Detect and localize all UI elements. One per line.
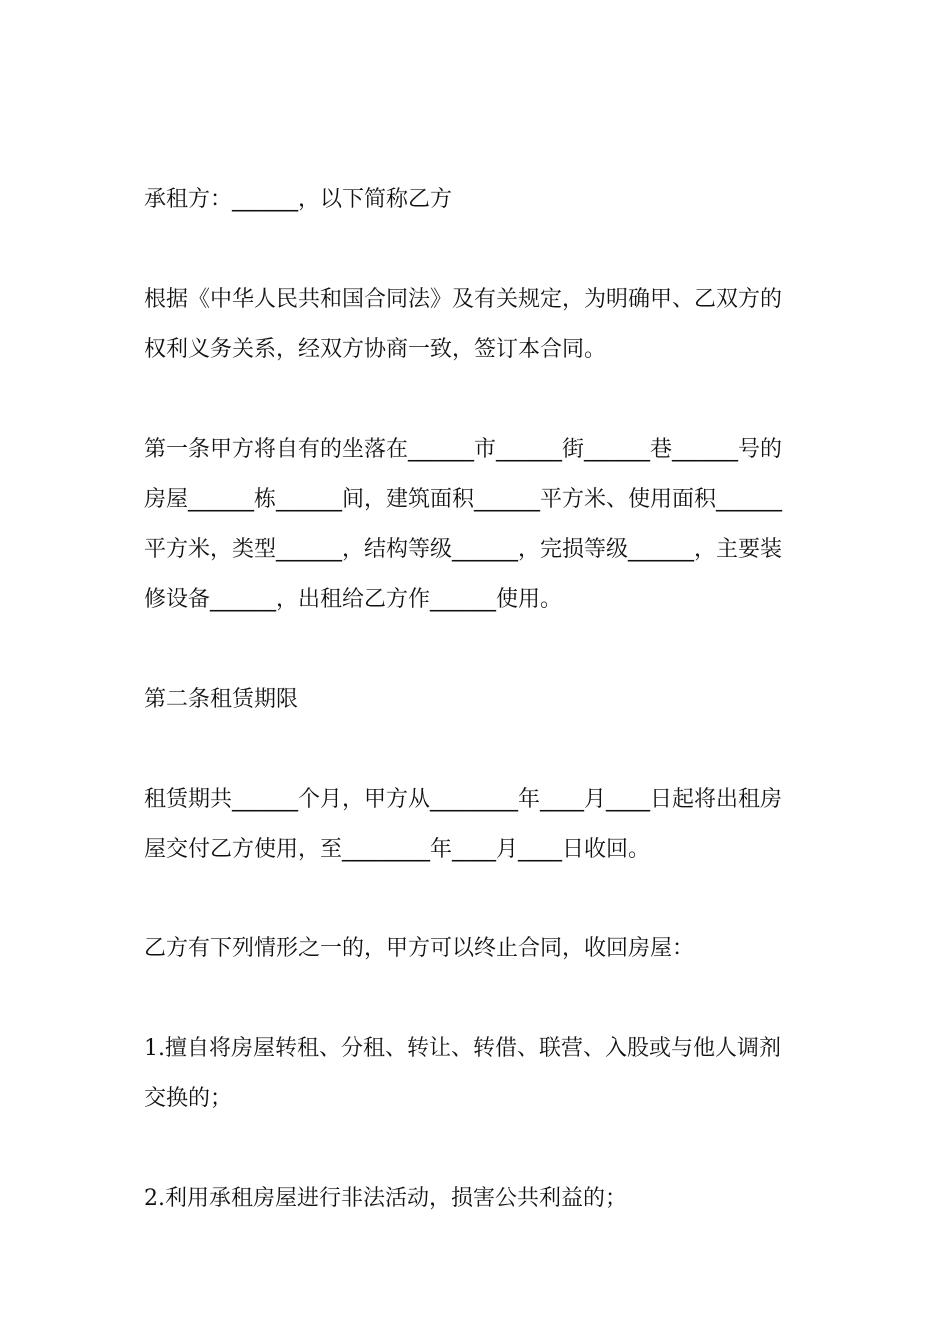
lease-term-line-2: 屋交付乙方使用，至________年____月____日收回。 — [144, 837, 651, 862]
lease-term-line-1: 租赁期共______个月，甲方从________年____月____日起将出租房 — [144, 787, 783, 812]
article-1-line-1: 第一条甲方将自有的坐落在______市______街______巷______号的 — [144, 437, 783, 462]
article-1-line-3: 平方米，类型______，结构等级______，完损等级______，主要装 — [144, 537, 783, 562]
list-item-2 — [144, 1184, 814, 1214]
list-item-2-number: 2. — [144, 1186, 165, 1211]
article-1-line-4: 修设备______，出租给乙方作______使用。 — [144, 587, 563, 612]
lessee-line: 承租方：______，以下简称乙方 — [144, 187, 453, 212]
list-item-1-text: 擅自将房屋转租、分租、转让、转借、联营、入股或与他人调剂 — [165, 1036, 782, 1061]
preamble-line-1: 根据《中华人民共和国合同法》及有关规定，为明确甲、乙双方的 — [144, 287, 783, 312]
list-item-1-continuation: 交换的； — [144, 1086, 233, 1111]
list-item-1 — [144, 1034, 814, 1064]
termination-intro: 乙方有下列情形之一的，甲方可以终止合同，收回房屋： — [144, 936, 695, 961]
list-item-2-text: 利用承租房屋进行非法活动，损害公共利益的； — [165, 1186, 628, 1211]
article-1-line-2: 房屋______栋______间，建筑面积______平方米、使用面积______ — [144, 487, 783, 512]
preamble-line-2: 权利义务关系，经双方协商一致，签订本合同。 — [144, 337, 607, 362]
article-2-heading: 第二条租赁期限 — [144, 687, 299, 712]
list-item-1-number: 1. — [144, 1036, 165, 1061]
